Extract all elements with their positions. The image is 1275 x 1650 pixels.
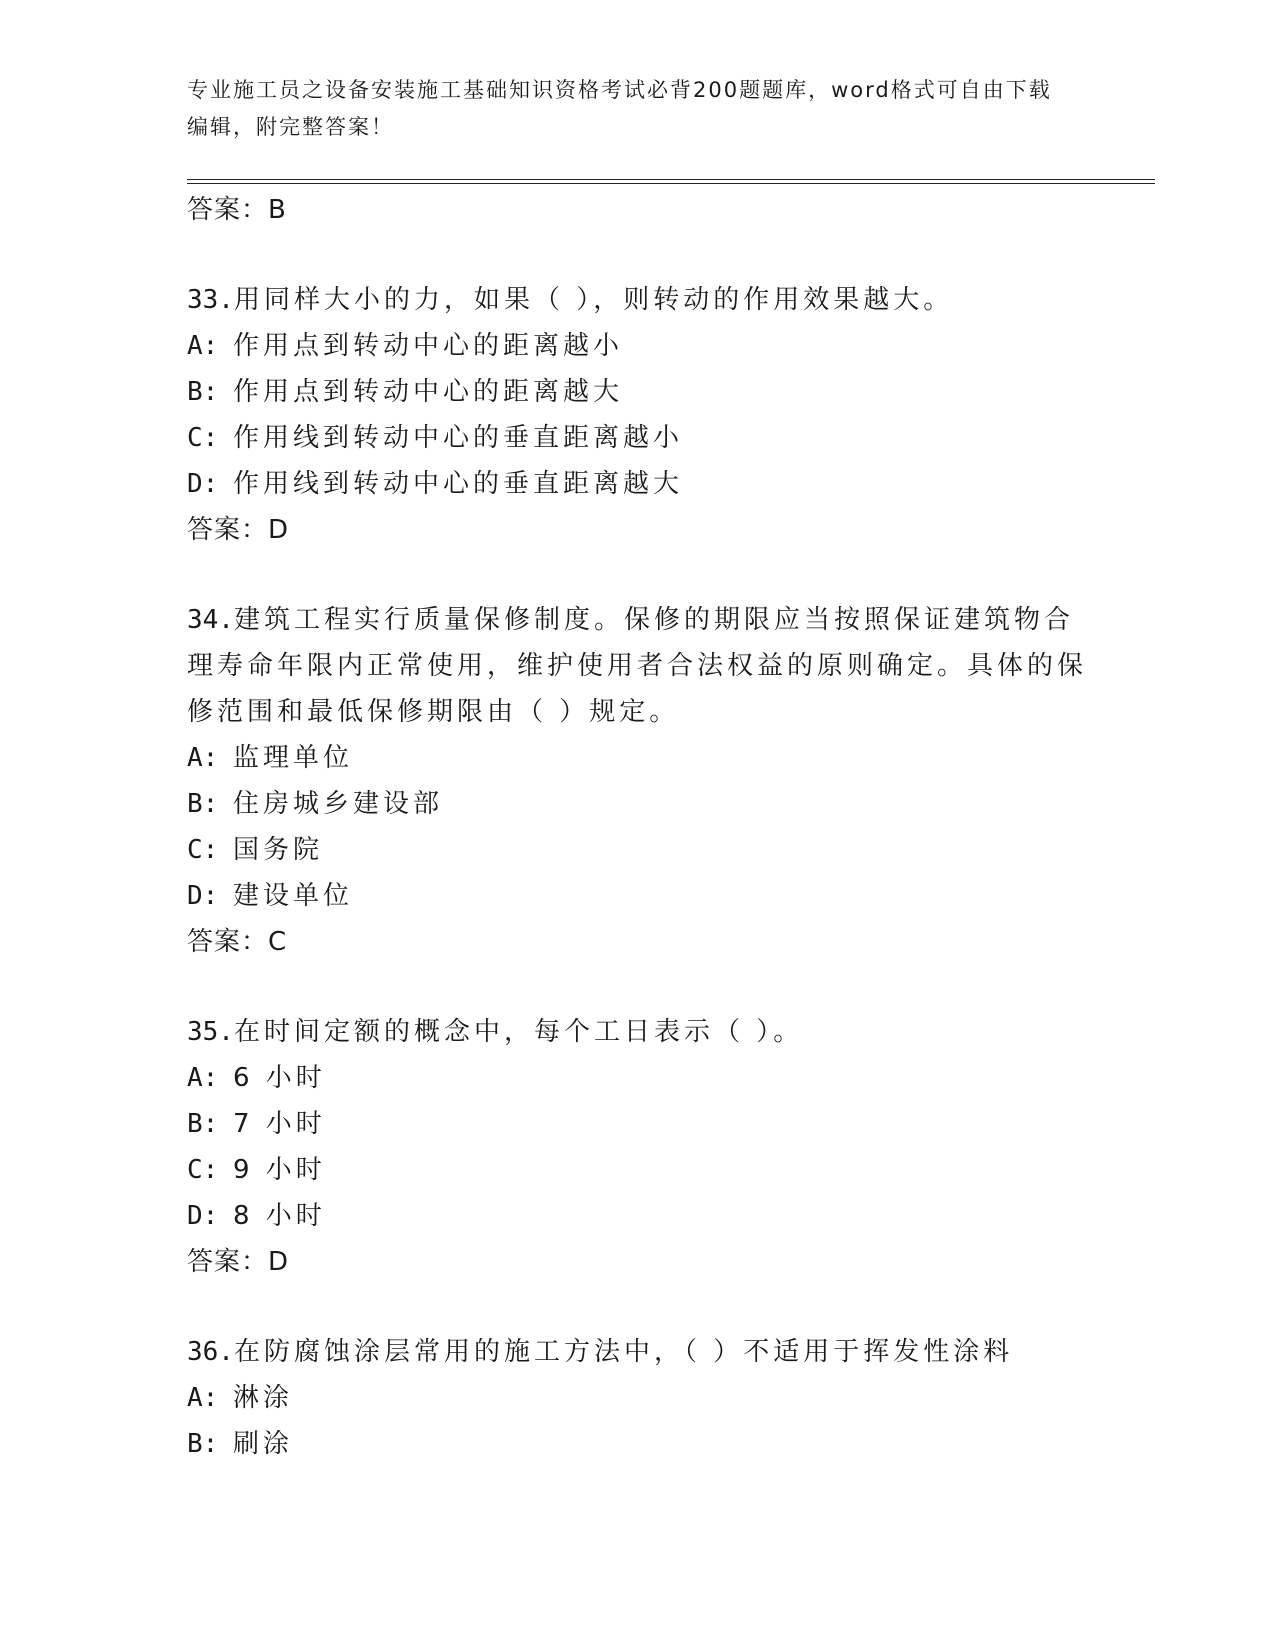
answer-label: 答案： bbox=[187, 927, 269, 957]
option-text: 国务院 bbox=[233, 835, 324, 865]
option-text: 淋涂 bbox=[233, 1383, 294, 1413]
option-text: 住房城乡建设部 bbox=[233, 789, 444, 819]
question-text bbox=[187, 1329, 1087, 1375]
option-item bbox=[187, 827, 1087, 873]
question-text bbox=[187, 597, 1087, 735]
question-number: 33. bbox=[187, 285, 234, 315]
answer-line bbox=[187, 507, 1087, 553]
option-text: 作用线到转动中心的垂直距离越小 bbox=[233, 423, 684, 453]
option-text: 7 小时 bbox=[233, 1109, 326, 1139]
option-item bbox=[187, 1101, 1087, 1147]
option-text: 监理单位 bbox=[233, 743, 354, 773]
document-header: 专业施工员之设备安装施工基础知识资格考试必背200题题库，word格式可自由下载编辑，附完整答案！ bbox=[187, 78, 1052, 139]
answer-label: 答案： bbox=[187, 195, 269, 225]
option-letter: C: bbox=[187, 423, 219, 453]
question-body: 在时间定额的概念中，每个工日表示（ ）。 bbox=[233, 1017, 804, 1047]
answer-line bbox=[187, 1239, 1087, 1285]
header-divider-bottom bbox=[187, 183, 1155, 184]
option-text: 作用点到转动中心的距离越小 bbox=[233, 331, 624, 361]
option-text: 作用点到转动中心的距离越大 bbox=[233, 377, 624, 407]
option-item bbox=[187, 461, 1087, 507]
option-text: 6 小时 bbox=[233, 1063, 326, 1093]
option-letter: D: bbox=[187, 1201, 219, 1231]
option-item bbox=[187, 1193, 1087, 1239]
option-item bbox=[187, 369, 1087, 415]
option-letter: C: bbox=[187, 835, 219, 865]
option-item bbox=[187, 323, 1087, 369]
option-item bbox=[187, 1421, 1087, 1467]
option-item bbox=[187, 1375, 1087, 1421]
option-item bbox=[187, 781, 1087, 827]
option-letter: B: bbox=[187, 1429, 219, 1459]
question-body: 建筑工程实行质量保修制度。保修的期限应当按照保证建筑物合理寿命年限内正常使用，维护使用者合法权益的原则确定。具体的保修范围和最低保修期限由（ ）规定。 bbox=[187, 605, 1088, 727]
option-letter: B: bbox=[187, 377, 219, 407]
answer-value: D bbox=[268, 1247, 290, 1277]
question-number: 34. bbox=[187, 605, 234, 635]
option-letter: B: bbox=[187, 789, 219, 819]
answer-label: 答案： bbox=[187, 515, 269, 545]
answer-value: D bbox=[268, 515, 290, 545]
option-letter: A: bbox=[187, 1063, 219, 1093]
answer-line bbox=[187, 187, 1087, 233]
option-letter: A: bbox=[187, 743, 219, 773]
header-divider-top bbox=[187, 179, 1155, 180]
question-list bbox=[187, 187, 1087, 1467]
option-letter: B: bbox=[187, 1109, 219, 1139]
answer-value: C bbox=[268, 927, 288, 957]
option-item bbox=[187, 1055, 1087, 1101]
option-text: 刷涂 bbox=[233, 1429, 294, 1459]
option-letter: C: bbox=[187, 1155, 219, 1185]
question-number: 36. bbox=[187, 1337, 234, 1367]
answer-line bbox=[187, 919, 1087, 965]
answer-label: 答案： bbox=[187, 1247, 269, 1277]
option-item bbox=[187, 1147, 1087, 1193]
option-letter: D: bbox=[187, 881, 219, 911]
option-item bbox=[187, 735, 1087, 781]
question-number: 35. bbox=[187, 1017, 234, 1047]
question-text bbox=[187, 1009, 1087, 1055]
question-text bbox=[187, 277, 1087, 323]
option-letter: A: bbox=[187, 331, 219, 361]
option-text: 9 小时 bbox=[233, 1155, 326, 1185]
option-text: 8 小时 bbox=[233, 1201, 326, 1231]
option-text: 作用线到转动中心的垂直距离越大 bbox=[233, 469, 684, 499]
question-body: 在防腐蚀涂层常用的施工方法中，（ ）不适用于挥发性涂料 bbox=[233, 1337, 1014, 1367]
answer-value: B bbox=[268, 195, 287, 225]
option-letter: D: bbox=[187, 469, 219, 499]
option-item bbox=[187, 415, 1087, 461]
option-letter: A: bbox=[187, 1383, 219, 1413]
question-body: 用同样大小的力，如果（ ），则转动的作用效果越大。 bbox=[233, 285, 954, 315]
option-item bbox=[187, 873, 1087, 919]
option-text: 建设单位 bbox=[233, 881, 354, 911]
